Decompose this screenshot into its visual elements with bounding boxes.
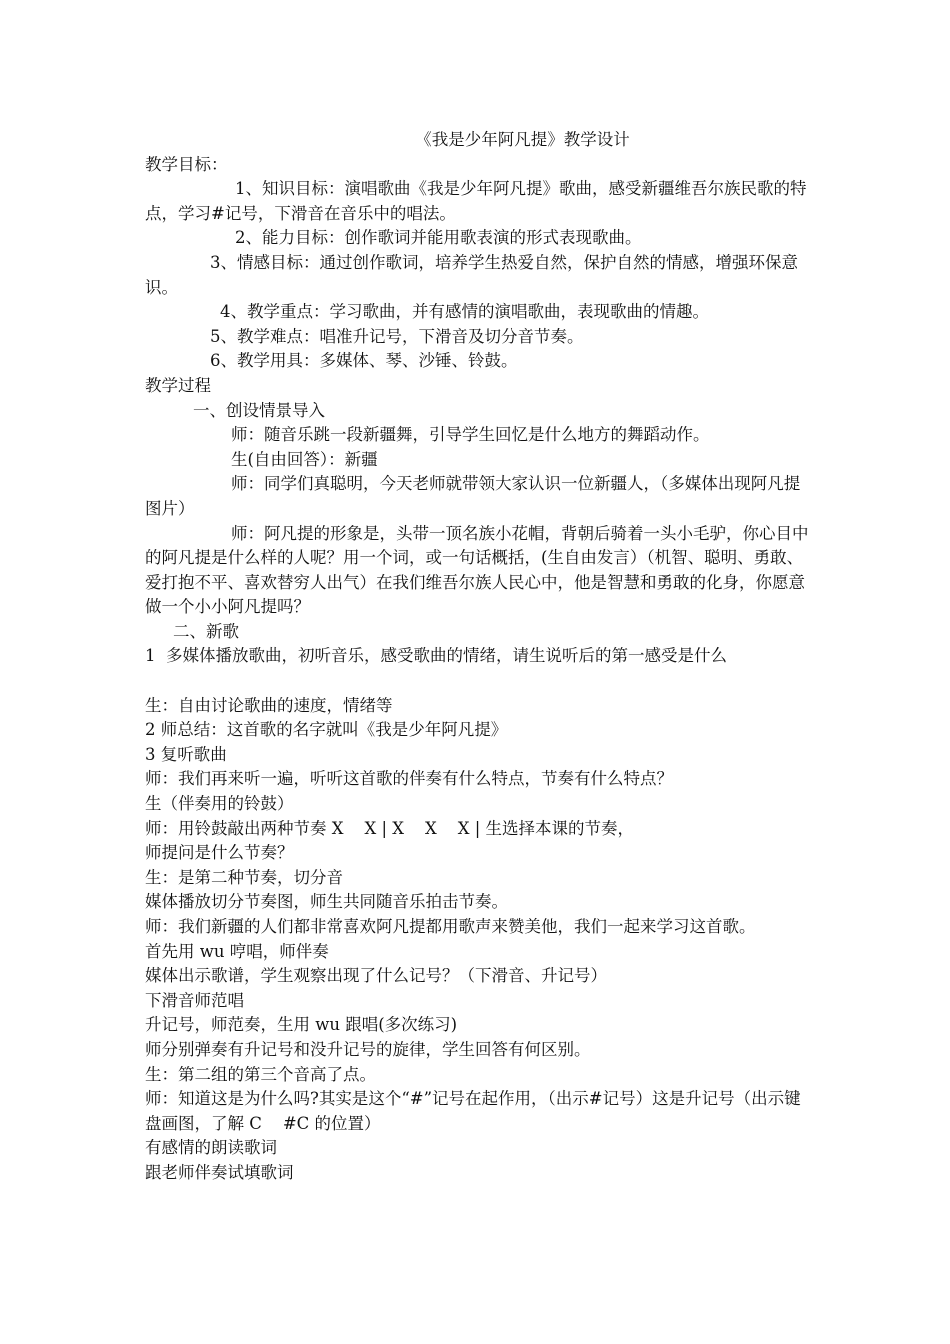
objective-difficulty: 5、教学难点：唱准升记号，下滑音及切分音节奏。 [210,326,584,346]
section1-heading: 一、创设情景导入 [193,400,325,420]
section2-line: 生（伴奏用的铃鼓） [145,794,294,814]
section2-line: 2 师总结：这首歌的名字就叫《我是少年阿凡提》 [145,720,508,740]
objective-knowledge: 1、知识目标：演唱歌曲《我是少年阿凡提》歌曲，感受新疆维吾尔族民歌的特点，学习#记号，下滑音在音乐中的唱法。 [145,179,807,223]
objective-tools: 6、教学用具：多媒体、琴、沙锤、铃鼓。 [210,351,518,371]
section2-line: 媒体出示歌谱，学生观察出现了什么记号？（下滑音、升记号） [145,966,607,986]
section2-line: 师分别弹奏有升记号和没升记号的旋律，学生回答有何区别。 [145,1039,591,1059]
document-title: 《我是少年阿凡提》教学设计 [415,130,630,149]
section1-line: 师：阿凡提的形象是，头带一顶名族小花帽，背朝后骑着一头小毛驴，你心目中的阿凡提是什么样的人呢？用一个词，或一句话概括，(生自由发言）（机智、聪明、勇敢、爱打抱不平、喜欢替穷人出气）在我们维吾尔族人民心中，他是智慧和勇敢的化身，你愿意做一个小小阿凡提吗？ [145,523,809,617]
blank-line [145,669,810,694]
section2-line: 师：我们再来听一遍，听听这首歌的伴奏有什么特点，节奏有什么特点？ [145,769,673,789]
section1-line: 师：随音乐跳一段新疆舞，引导学生回忆是什么地方的舞蹈动作。 [231,425,710,445]
document-page [145,128,810,1186]
objectives-heading: 教学目标： [145,154,228,174]
section2-line: 师：知道这是为什么吗?其实是这个“#”记号在起作用，（出示#记号）这是升记号（出示键盘画图，了解 C #C 的位置） [145,1089,801,1133]
section1-line: 师：同学们真聪明，今天老师就带领大家认识一位新疆人，（多媒体出现阿凡提图片） [145,474,801,518]
section2-line: 生：是第二种节奏，切分音 [145,867,343,887]
process-heading: 教学过程 [145,375,211,395]
section1-line: 生(自由回答）：新疆 [231,449,378,469]
objective-key-point: 4、教学重点：学习歌曲，并有感情的演唱歌曲，表现歌曲的情趣。 [220,302,709,322]
section2-line: 1 多媒体播放歌曲，初听音乐，感受歌曲的情绪，请生说听后的第一感受是什么 [145,646,727,666]
objective-emotion: 3、情感目标：通过创作歌词，培养学生热爱自然，保护自然的情感，增强环保意识。 [145,252,798,297]
section2-heading: 二、新歌 [173,621,239,641]
section2-line: 媒体播放切分节奏图，师生共同随音乐拍击节奏。 [145,892,508,912]
section2-line: 跟老师伴奏试填歌词 [145,1162,294,1182]
section2-line: 生：自由讨论歌曲的速度，情绪等 [145,695,393,715]
objective-ability: 2、能力目标：创作歌词并能用歌表演的形式表现歌曲。 [235,228,642,248]
section2-line: 师：我们新疆的人们都非常喜欢阿凡提都用歌声来赞美他，我们一起来学习这首歌。 [145,917,756,936]
section2-line: 师提问是什么节奏？ [145,843,294,863]
section2-line: 有感情的朗读歌词 [145,1138,277,1158]
section2-line: 首先用 wu 哼唱，师伴奏 [145,941,329,961]
section2-line: 生：第二组的第三个音高了点。 [145,1064,376,1084]
section2-line: 3 复听歌曲 [145,744,227,764]
section2-line: 升记号，师范奏，生用 wu 跟唱(多次练习) [145,1015,458,1035]
section2-line: 下滑音师范唱 [145,990,244,1010]
section2-line: 师：用铃鼓敲出两种节奏 X X | X X X | 生选择本课的节奏， [145,818,635,838]
